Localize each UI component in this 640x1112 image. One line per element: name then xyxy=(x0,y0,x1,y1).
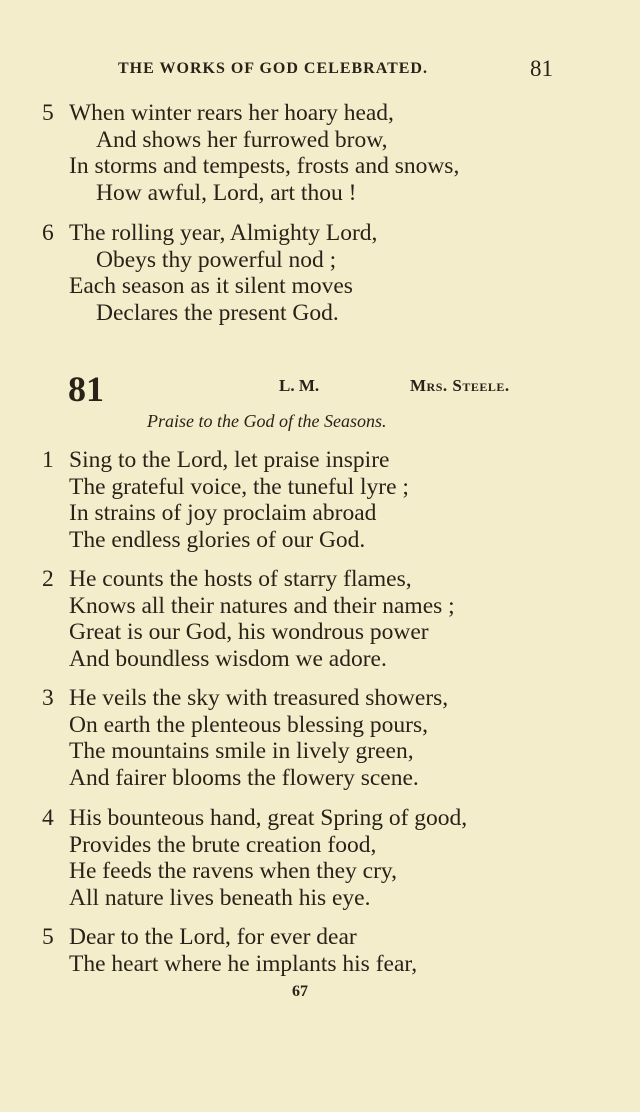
verse-line: The endless glories of our God. xyxy=(69,526,366,553)
verse-line: His bounteous hand, great Spring of good, xyxy=(69,805,468,831)
verse-line: How awful, Lord, art thou ! xyxy=(96,179,357,206)
verse-line: The heart where he implants his fear, xyxy=(69,950,418,977)
verse-line: In strains of joy proclaim abroad xyxy=(69,500,377,526)
verse-line: And shows her furrowed brow, xyxy=(96,126,388,153)
verse-line: He counts the hosts of starry flames, xyxy=(69,566,412,592)
page-number: 81 xyxy=(530,56,553,81)
verse-line: He feeds the ravens when they cry, xyxy=(69,858,397,884)
footer-number: 67 xyxy=(292,983,308,1000)
verse-line: Each season as it silent moves xyxy=(69,273,353,299)
verse-line: All nature lives beneath his eye. xyxy=(69,884,371,911)
stanza-number: 4 xyxy=(42,805,54,831)
stanza-number: 5 xyxy=(42,924,54,950)
running-head: THE WORKS OF GOD CELEBRATED. xyxy=(118,60,428,77)
verse-line: Obeys thy powerful nod ; xyxy=(96,246,337,273)
verse-line: The mountains smile in lively green, xyxy=(69,738,414,764)
hymn-title: Praise to the God of the Seasons. xyxy=(147,411,387,431)
verse-line: And fairer blooms the flowery scene. xyxy=(69,764,419,791)
hymn-author: Mrs. Steele. xyxy=(410,376,510,395)
verse-line: Provides the brute creation food, xyxy=(69,831,377,858)
stanza-number: 5 xyxy=(42,100,54,126)
verse-line: Dear to the Lord, for ever dear xyxy=(69,924,357,950)
verse-line: Knows all their natures and their names ; xyxy=(69,592,455,619)
verse-line: The rolling year, Almighty Lord, xyxy=(69,220,378,246)
stanza-number: 1 xyxy=(42,447,54,473)
verse-line: Great is our God, his wondrous power xyxy=(69,619,429,645)
verse-line: He veils the sky with treasured showers, xyxy=(69,685,449,711)
verse-line: Declares the present God. xyxy=(96,299,339,326)
hymn-meter: L. M. xyxy=(279,376,320,395)
stanza-number: 6 xyxy=(42,220,54,246)
verse-line: The grateful voice, the tuneful lyre ; xyxy=(69,473,409,500)
verse-line: And boundless wisdom we adore. xyxy=(69,645,387,672)
verse-line: In storms and tempests, frosts and snows, xyxy=(69,153,460,179)
stanza-number: 3 xyxy=(42,685,54,711)
stanza-number: 2 xyxy=(42,566,54,592)
verse-line: On earth the plenteous blessing pours, xyxy=(69,711,428,738)
verse-line: When winter rears her hoary head, xyxy=(69,100,394,126)
hymn-number: 81 xyxy=(68,369,104,409)
verse-line: Sing to the Lord, let praise inspire xyxy=(69,447,390,473)
